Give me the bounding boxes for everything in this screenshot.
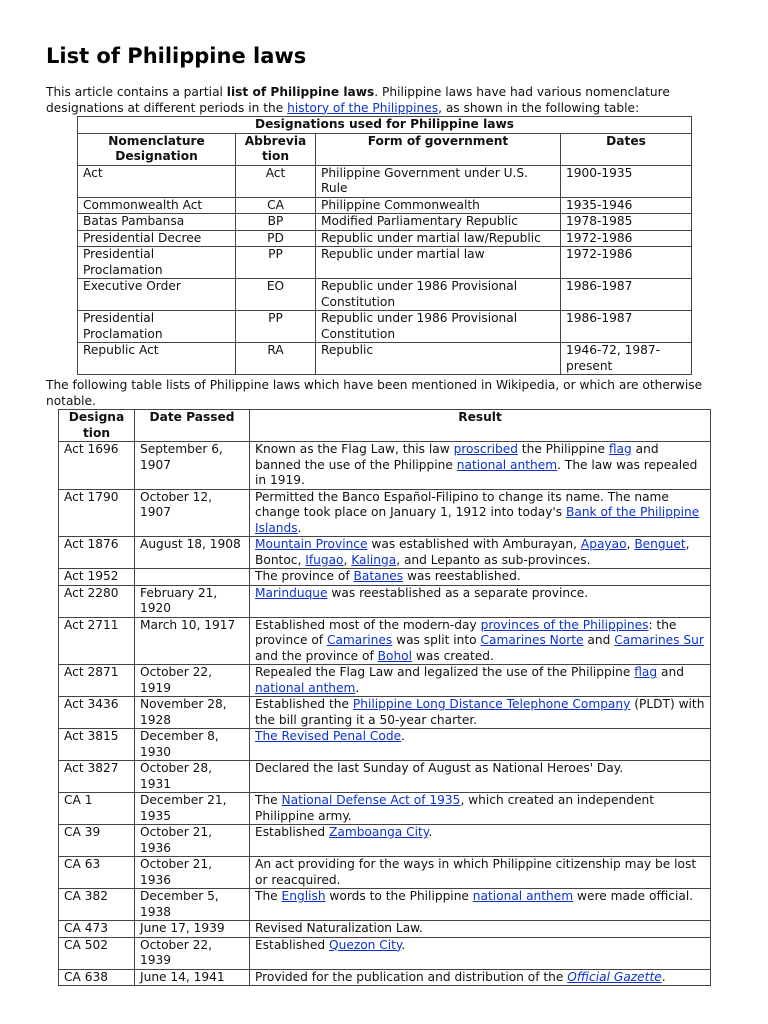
cell-dates: 1972-1986 — [561, 230, 692, 247]
cell-result — [250, 442, 711, 490]
result-link[interactable]: proscribed — [453, 442, 518, 456]
cell-date-passed: August 18, 1908 — [135, 537, 250, 569]
designations-table — [77, 116, 692, 375]
cell-law-designation: CA 638 — [59, 969, 135, 986]
law-row — [59, 585, 711, 617]
cell-law-designation: CA 39 — [59, 825, 135, 857]
cell-law-designation: Act 3827 — [59, 761, 135, 793]
cell-designation: Batas Pambansa — [78, 214, 236, 231]
cell-date-passed: October 28, 1931 — [135, 761, 250, 793]
cell-date-passed: June 17, 1939 — [135, 921, 250, 938]
cell-result — [250, 969, 711, 986]
law-row — [59, 889, 711, 921]
result-text: and the province of — [255, 648, 378, 663]
cell-result — [250, 697, 711, 729]
result-link[interactable]: Camarines — [326, 633, 393, 647]
result-text: Established — [255, 937, 329, 952]
result-link[interactable]: flag — [634, 665, 658, 679]
law-row — [59, 617, 711, 665]
page-title: List of Philippine laws — [46, 44, 307, 68]
cell-result — [250, 761, 711, 793]
designation-row — [78, 165, 692, 197]
cell-designation: Presidential Proclamation — [78, 247, 236, 279]
cell-government: Philippine Commonwealth — [316, 197, 561, 214]
cell-dates: 1972-1986 — [561, 247, 692, 279]
designation-row — [78, 214, 692, 231]
cell-result — [250, 793, 711, 825]
cell-dates: 1986-1987 — [561, 279, 692, 311]
result-link[interactable]: Batanes — [353, 569, 404, 583]
intro-text: This article contains a partial — [46, 85, 227, 99]
law-row — [59, 442, 711, 490]
history-link[interactable]: history of the Philippines — [287, 100, 439, 115]
cell-designation: Presidential Proclamation — [78, 311, 236, 343]
cell-result — [250, 569, 711, 586]
result-text: , — [343, 552, 352, 567]
result-link[interactable]: Official Gazette — [567, 969, 662, 984]
result-text: Provided for the publication and distribution of the — [255, 969, 568, 984]
laws-intro-paragraph: The following table lists of Philippine laws which have been mentioned in Wikipedia, or which are otherwise notable. — [46, 378, 703, 408]
result-text: The — [255, 889, 282, 903]
law-row — [59, 665, 711, 697]
cell-result — [250, 537, 711, 569]
result-text: The province of — [255, 569, 354, 583]
cell-result — [250, 921, 711, 938]
result-text: was split into — [392, 633, 481, 647]
result-link[interactable]: flag — [608, 442, 632, 456]
intro-paragraph — [46, 85, 736, 116]
result-link[interactable]: provinces of the Philippines — [480, 617, 649, 632]
law-row — [59, 569, 711, 586]
result-text: was reestablished as a separate province. — [327, 585, 589, 600]
cell-result — [250, 825, 711, 857]
result-text: , which created an independent Philippine army. — [255, 793, 654, 823]
result-text: was reestablished. — [403, 569, 521, 583]
result-link[interactable]: Philippine Long Distance Telephone Company — [352, 697, 631, 711]
cell-date-passed: December 21, 1935 — [135, 793, 250, 825]
intro-text: . Philippine laws have had various nomenclature designations at different periods in the — [46, 85, 670, 115]
column-header: Designa tion — [59, 410, 135, 442]
cell-abbreviation: PP — [236, 247, 316, 279]
cell-result — [250, 937, 711, 969]
cell-dates: 1900-1935 — [561, 165, 692, 197]
designation-row — [78, 279, 692, 311]
result-text: . — [401, 729, 405, 743]
result-text: was created. — [412, 648, 494, 663]
cell-result — [250, 585, 711, 617]
result-link[interactable]: Mountain Province — [255, 537, 368, 551]
result-text: Declared the last Sunday of August as National Heroes' Day. — [255, 761, 624, 775]
result-text: : the province of — [255, 617, 677, 647]
result-text: was established with Amburayan, — [367, 537, 581, 551]
result-link[interactable]: Zamboanga City — [329, 825, 429, 839]
result-text: Repealed the Flag Law and legalized the use of the Philippine — [255, 665, 635, 679]
cell-designation: Commonwealth Act — [78, 197, 236, 214]
law-row — [59, 761, 711, 793]
designations-caption: Designations used for Philippine laws — [78, 117, 692, 134]
cell-designation: Presidential Decree — [78, 230, 236, 247]
cell-law-designation: CA 63 — [59, 857, 135, 889]
intro-bold-term: list of Philippine laws — [226, 85, 375, 99]
result-text: Established most of the modern-day — [255, 617, 481, 632]
cell-date-passed — [135, 569, 250, 586]
cell-law-designation: Act 1876 — [59, 537, 135, 569]
result-text: words to the Philippine — [325, 889, 473, 903]
result-text: Established — [255, 825, 329, 839]
result-text: were made official. — [573, 889, 694, 903]
law-row — [59, 697, 711, 729]
cell-law-designation: Act 2871 — [59, 665, 135, 697]
result-link[interactable]: National Defense Act of 1935 — [281, 793, 461, 807]
cell-dates: 1978-1985 — [561, 214, 692, 231]
cell-date-passed: October 12, 1907 — [135, 489, 250, 537]
result-text: Known as the Flag Law, this law — [255, 442, 454, 456]
cell-abbreviation: PP — [236, 311, 316, 343]
column-header: Result — [250, 410, 711, 442]
cell-law-designation: Act 2711 — [59, 617, 135, 665]
cell-law-designation: Act 3815 — [59, 729, 135, 761]
law-row — [59, 937, 711, 969]
cell-law-designation: CA 473 — [59, 921, 135, 938]
cell-date-passed: February 21, 1920 — [135, 585, 250, 617]
cell-date-passed: June 14, 1941 — [135, 969, 250, 986]
cell-law-designation: CA 1 — [59, 793, 135, 825]
law-row — [59, 969, 711, 986]
cell-abbreviation: BP — [236, 214, 316, 231]
result-link[interactable]: The Revised Penal Code — [255, 729, 402, 743]
cell-government: Republic — [316, 343, 561, 375]
cell-date-passed: October 22, 1939 — [135, 937, 250, 969]
result-text: and banned the use of the Philippine — [255, 442, 659, 472]
result-text: , Bontoc, — [255, 537, 690, 567]
result-text: . — [401, 937, 406, 952]
result-text: and — [583, 633, 615, 647]
result-text: Established the — [255, 697, 353, 711]
law-row — [59, 489, 711, 537]
column-header: Abbrevia tion — [236, 133, 316, 165]
cell-law-designation: CA 382 — [59, 889, 135, 921]
cell-date-passed: October 21, 1936 — [135, 857, 250, 889]
result-text: the Philippine — [517, 442, 609, 456]
law-row — [59, 793, 711, 825]
cell-government: Philippine Government under U.S. Rule — [316, 165, 561, 197]
column-header: Dates — [561, 133, 692, 165]
result-link[interactable]: national anthem — [456, 457, 558, 472]
result-text: Permitted the Banco Español-Filipino to change its name. The name change took place on January 1, 1912 into today's — [255, 489, 669, 519]
cell-government: Republic under martial law — [316, 247, 561, 279]
cell-abbreviation: EO — [236, 279, 316, 311]
cell-dates: 1986-1987 — [561, 311, 692, 343]
column-header: Form of government — [316, 133, 561, 165]
law-row — [59, 729, 711, 761]
result-link[interactable]: Camarines Norte — [480, 633, 584, 647]
cell-government: Republic under martial law/Republic — [316, 230, 561, 247]
result-link[interactable]: national anthem — [255, 680, 356, 695]
cell-date-passed: November 28, 1928 — [135, 697, 250, 729]
intro-text: , as shown in the following table: — [438, 100, 640, 115]
cell-result — [250, 665, 711, 697]
cell-result — [250, 889, 711, 921]
column-header: Date Passed — [135, 410, 250, 442]
designation-row — [78, 247, 692, 279]
result-link[interactable]: Apayao — [580, 537, 627, 551]
result-text: . The law was repealed in 1919. — [255, 457, 698, 487]
cell-result — [250, 489, 711, 537]
cell-designation: Executive Order — [78, 279, 236, 311]
cell-dates: 1935-1946 — [561, 197, 692, 214]
cell-date-passed: March 10, 1917 — [135, 617, 250, 665]
result-text: . — [297, 520, 302, 535]
cell-date-passed: October 21, 1936 — [135, 825, 250, 857]
cell-government: Republic under 1986 Provisional Constitution — [316, 279, 561, 311]
law-row — [59, 537, 711, 569]
column-header: Nomenclature Designation — [78, 133, 236, 165]
cell-law-designation: Act 1696 — [59, 442, 135, 490]
cell-abbreviation: Act — [236, 165, 316, 197]
law-row — [59, 921, 711, 938]
cell-law-designation: Act 2280 — [59, 585, 135, 617]
cell-government: Republic under 1986 Provisional Constitution — [316, 311, 561, 343]
laws-table — [58, 409, 711, 986]
designation-row — [78, 230, 692, 247]
cell-law-designation: Act 3436 — [59, 697, 135, 729]
cell-date-passed: October 22, 1919 — [135, 665, 250, 697]
cell-date-passed: September 6, 1907 — [135, 442, 250, 490]
cell-law-designation: Act 1952 — [59, 569, 135, 586]
result-text: . — [428, 825, 433, 839]
cell-date-passed: December 8, 1930 — [135, 729, 250, 761]
result-text: An act providing for the ways in which Philippine citizenship may be lost or reacquired. — [255, 857, 697, 887]
law-row — [59, 825, 711, 857]
law-row — [59, 857, 711, 889]
cell-dates: 1946-72, 1987-present — [561, 343, 692, 375]
cell-designation: Republic Act — [78, 343, 236, 375]
result-text: and — [657, 665, 684, 679]
cell-abbreviation: RA — [236, 343, 316, 375]
result-link[interactable]: Quezon City — [329, 937, 402, 952]
result-text: . — [661, 969, 666, 984]
designation-row — [78, 311, 692, 343]
result-link[interactable]: Kalinga — [351, 552, 397, 567]
result-link[interactable]: Marinduque — [255, 585, 328, 600]
result-text: Revised Naturalization Law. — [255, 921, 423, 935]
cell-designation: Act — [78, 165, 236, 197]
result-text: (PLDT) with the bill granting it a 50-year charter. — [255, 697, 705, 727]
result-text: The — [255, 793, 282, 807]
result-text: . — [355, 680, 360, 695]
result-link[interactable]: Camarines Sur — [614, 633, 704, 647]
cell-result — [250, 729, 711, 761]
cell-date-passed: December 5, 1938 — [135, 889, 250, 921]
result-link[interactable]: national anthem — [472, 889, 574, 903]
designation-row — [78, 197, 692, 214]
result-link[interactable]: Bohol — [377, 648, 413, 663]
cell-abbreviation: PD — [236, 230, 316, 247]
result-text: , — [626, 537, 635, 551]
cell-abbreviation: CA — [236, 197, 316, 214]
cell-result — [250, 617, 711, 665]
cell-result — [250, 857, 711, 889]
cell-law-designation: Act 1790 — [59, 489, 135, 537]
cell-government: Modified Parliamentary Republic — [316, 214, 561, 231]
result-link[interactable]: Benguet — [634, 537, 686, 551]
designation-row — [78, 343, 692, 375]
result-link[interactable]: English — [281, 889, 326, 903]
result-link[interactable]: Ifugao — [305, 552, 344, 567]
cell-law-designation: CA 502 — [59, 937, 135, 969]
result-text: , and Lepanto as sub-provinces. — [396, 552, 591, 567]
result-link[interactable]: Bank of the Philippine Islands — [255, 505, 700, 535]
